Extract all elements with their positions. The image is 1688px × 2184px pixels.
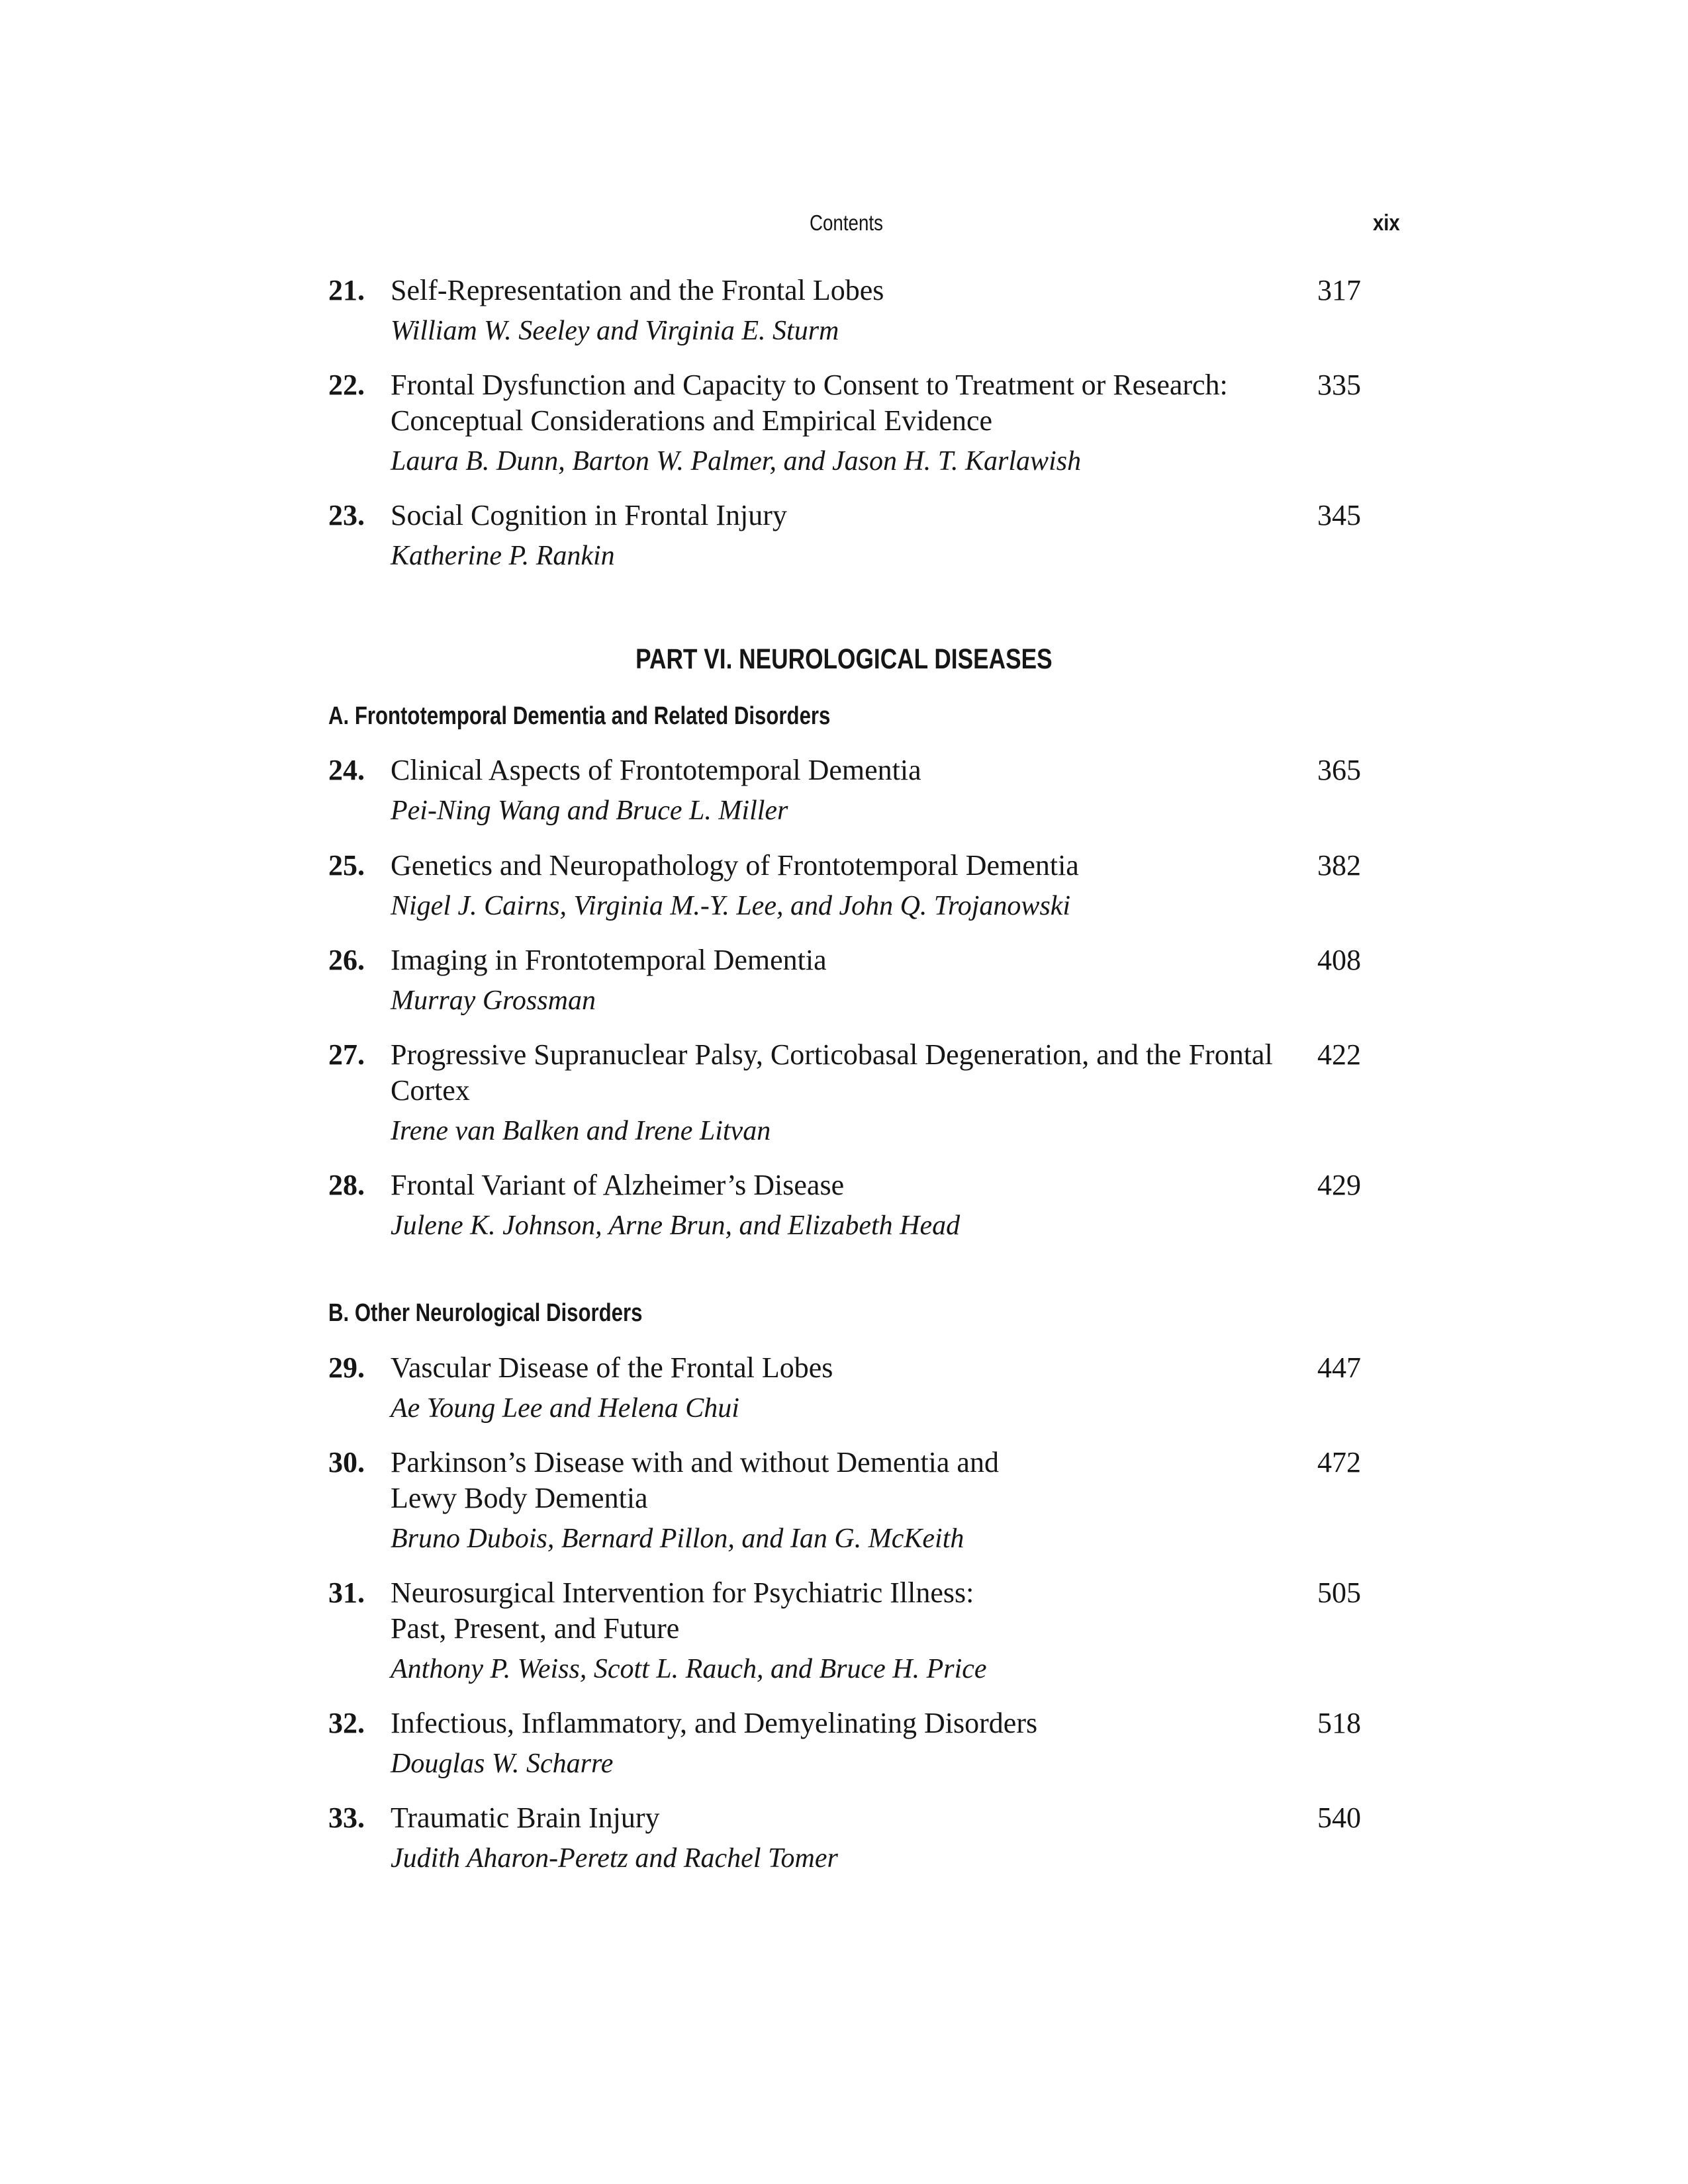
chapter-number: 22. — [328, 369, 365, 401]
chapter-page: 408 — [1317, 944, 1361, 976]
chapter-authors: Pei-Ning Wang and Bruce L. Miller — [391, 796, 788, 826]
chapter-title: Frontal Dysfunction and Capacity to Consent to Treatment or Research: Conceptual Considerations and Empirical Evidence — [391, 369, 1228, 437]
chapter-authors: Bruno Dubois, Bernard Pillon, and Ian G. McKeith — [391, 1524, 964, 1554]
toc-entry-28 — [328, 1167, 1414, 1243]
chapter-number: 33. — [328, 1801, 365, 1834]
chapter-page: 382 — [1317, 849, 1361, 882]
chapter-authors: Judith Aharon-Peretz and Rachel Tomer — [391, 1843, 838, 1874]
chapter-number: 25. — [328, 849, 365, 882]
chapter-authors: Julene K. Johnson, Arne Brun, and Elizabeth Head — [391, 1210, 961, 1241]
chapter-page: 518 — [1317, 1707, 1361, 1739]
chapter-page: 429 — [1317, 1169, 1361, 1201]
chapter-authors: Irene van Balken and Irene Litvan — [391, 1116, 771, 1146]
chapter-page: 505 — [1317, 1576, 1361, 1609]
chapter-page: 472 — [1317, 1446, 1361, 1479]
toc-entry-33 — [328, 1800, 1414, 1876]
chapter-authors: Laura B. Dunn, Barton W. Palmer, and Jason H. T. Karlawish — [391, 446, 1082, 477]
toc-entry-26 — [328, 942, 1414, 1018]
chapter-number: 21. — [328, 274, 365, 306]
chapter-title: Genetics and Neuropathology of Frontotemporal Dementia — [391, 849, 1079, 882]
chapter-title: Parkinson’s Disease with and without Dementia and Lewy Body Dementia — [391, 1446, 999, 1514]
toc-entry-23 — [328, 498, 1414, 573]
chapter-number: 23. — [328, 499, 365, 531]
chapter-page: 447 — [1317, 1351, 1361, 1384]
toc-entry-25 — [328, 848, 1414, 923]
chapter-number: 31. — [328, 1576, 365, 1609]
part-title — [0, 643, 1688, 676]
chapter-title: Traumatic Brain Injury — [391, 1801, 660, 1834]
chapter-title: Infectious, Inflammatory, and Demyelinating Disorders — [391, 1707, 1038, 1739]
chapter-title: Self-Representation and the Frontal Lobes — [391, 274, 884, 306]
chapter-authors: Douglas W. Scharre — [391, 1749, 614, 1779]
toc-entry-22 — [328, 367, 1414, 478]
chapter-page: 345 — [1317, 499, 1361, 531]
part-title-text: PART VI. NEUROLOGICAL DISEASES — [635, 643, 1053, 675]
chapter-authors: William W. Seeley and Virginia E. Sturm — [391, 316, 839, 346]
chapter-number: 27. — [328, 1038, 365, 1071]
chapter-number: 26. — [328, 944, 365, 976]
chapter-authors: Nigel J. Cairns, Virginia M.-Y. Lee, and John Q. Trojanowski — [391, 891, 1071, 921]
page-header — [0, 210, 1688, 240]
chapter-number: 24. — [328, 754, 365, 786]
toc-entry-21 — [328, 273, 1414, 348]
chapter-authors: Katherine P. Rankin — [391, 541, 615, 571]
chapter-page: 317 — [1317, 274, 1361, 306]
chapter-title: Clinical Aspects of Frontotemporal Dementia — [391, 754, 921, 786]
toc-entry-27 — [328, 1037, 1414, 1148]
chapter-authors: Anthony P. Weiss, Scott L. Rauch, and Bruce H. Price — [391, 1654, 987, 1684]
chapter-number: 29. — [328, 1351, 365, 1384]
chapter-title: Neurosurgical Intervention for Psychiatric Illness: Past, Present, and Future — [391, 1576, 974, 1645]
chapter-authors: Ae Young Lee and Helena Chui — [391, 1393, 739, 1424]
running-head: Contents — [810, 210, 883, 235]
page-number: xix — [1373, 210, 1400, 236]
chapter-page: 365 — [1317, 754, 1361, 786]
chapter-page: 335 — [1317, 369, 1361, 401]
toc-entry-30 — [328, 1445, 1414, 1556]
section-title-b: B. Other Neurological Disorders — [328, 1299, 643, 1327]
chapter-number: 30. — [328, 1446, 365, 1479]
chapter-authors: Murray Grossman — [391, 985, 596, 1016]
chapter-number: 28. — [328, 1169, 365, 1201]
toc-entry-29 — [328, 1350, 1414, 1426]
toc-entry-31 — [328, 1575, 1414, 1686]
chapter-title: Frontal Variant of Alzheimer’s Disease — [391, 1169, 845, 1201]
toc-entry-24 — [328, 752, 1414, 828]
chapter-page: 540 — [1317, 1801, 1361, 1834]
chapter-number: 32. — [328, 1707, 365, 1739]
toc-entry-32 — [328, 1706, 1414, 1781]
chapter-title: Social Cognition in Frontal Injury — [391, 499, 787, 531]
chapter-title: Progressive Supranuclear Palsy, Corticobasal Degeneration, and the Frontal Cortex — [391, 1038, 1273, 1107]
chapter-title: Imaging in Frontotemporal Dementia — [391, 944, 827, 976]
section-title-a: A. Frontotemporal Dementia and Related Disorders — [328, 702, 831, 730]
chapter-title: Vascular Disease of the Frontal Lobes — [391, 1351, 833, 1384]
chapter-page: 422 — [1317, 1038, 1361, 1071]
